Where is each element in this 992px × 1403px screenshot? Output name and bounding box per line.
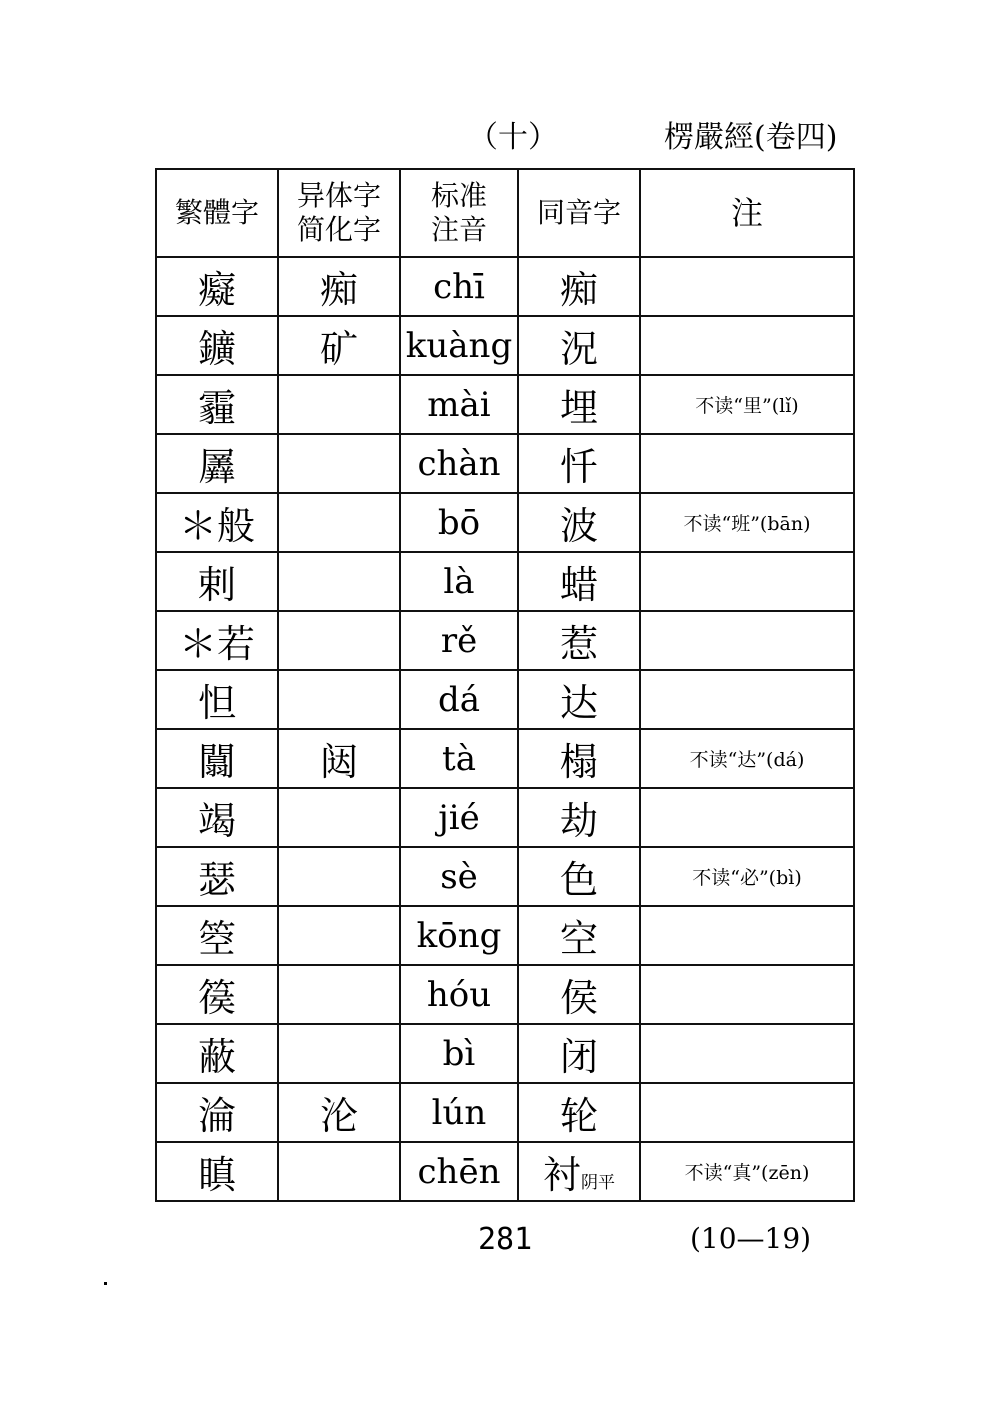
- homophone-char: 侯: [559, 976, 598, 1020]
- table-row: [156, 611, 854, 670]
- homophone-char: 轮: [559, 1094, 598, 1138]
- pinyin-reading: chī: [433, 266, 485, 307]
- pinyin-reading: jié: [438, 797, 480, 838]
- homophone-char: 惹: [559, 622, 598, 666]
- header-variant: 异体字 简化字: [278, 169, 400, 257]
- table-header-row: [156, 169, 854, 257]
- pinyin-reading: mài: [427, 384, 491, 425]
- table-row: [156, 434, 854, 493]
- homophone-char: 衬: [542, 1153, 581, 1197]
- traditional-char: ＊般: [178, 504, 255, 548]
- pinyin-reading: bō: [437, 502, 481, 543]
- pinyin-reading: dá: [437, 679, 481, 720]
- variant-char: 闼: [319, 740, 358, 784]
- table-row: [156, 493, 854, 552]
- table-row: [156, 965, 854, 1024]
- homophone-char: 忏: [559, 445, 598, 489]
- pinyin-reading: chàn: [417, 443, 501, 484]
- traditional-char: 羼: [197, 445, 236, 489]
- table-row: [156, 316, 854, 375]
- header-pinyin: 标准 注音: [400, 169, 518, 257]
- table-row: [156, 1083, 854, 1142]
- pinyin-reading: tà: [442, 738, 476, 779]
- speck: [104, 1282, 107, 1285]
- variant-char: 矿: [319, 327, 358, 371]
- homophone-char: 劫: [559, 799, 598, 843]
- pinyin-reading: là: [443, 561, 475, 602]
- pronunciation-note: 不读“必”(bì): [692, 867, 802, 889]
- header-note: 注: [640, 169, 854, 257]
- traditional-char: 剌: [197, 563, 236, 607]
- table-row: [156, 906, 854, 965]
- page-number: 281: [478, 1222, 533, 1257]
- table-body: [156, 257, 854, 1201]
- pronunciation-note: 不读“里”(lǐ): [695, 395, 799, 417]
- traditional-char: 淪: [197, 1094, 236, 1138]
- homophone-char: 波: [559, 504, 598, 548]
- sutra-title: 楞嚴經(卷四): [664, 120, 838, 155]
- table-row: [156, 1142, 854, 1201]
- homophone-char: 空: [559, 917, 598, 961]
- table-row: [156, 257, 854, 316]
- traditional-char: 怛: [197, 681, 236, 725]
- variant-char: 痴: [319, 268, 358, 312]
- table-row: [156, 729, 854, 788]
- traditional-char: 竭: [197, 799, 236, 843]
- variant-char: 沦: [319, 1094, 358, 1138]
- homophone-char: 色: [559, 858, 598, 902]
- traditional-char: 瞋: [197, 1153, 236, 1197]
- pinyin-reading: lún: [431, 1092, 487, 1133]
- traditional-char: 瑟: [197, 858, 236, 902]
- traditional-char: 癡: [197, 268, 236, 312]
- pronunciation-note: 不读“班”(bān): [683, 513, 811, 535]
- section-number: （十）: [468, 120, 558, 155]
- pinyin-reading: kōng: [416, 915, 502, 956]
- header-homophone: 同音字: [518, 169, 640, 257]
- pinyin-reading: bì: [442, 1033, 476, 1074]
- header-traditional: 繁體字: [156, 169, 278, 257]
- table-row: [156, 552, 854, 611]
- pronunciation-note: 不读“真”(zēn): [684, 1162, 810, 1184]
- pinyin-reading: kuàng: [405, 325, 513, 366]
- homophone-char: 埋: [559, 386, 598, 430]
- table-row: [156, 670, 854, 729]
- pronunciation-note: 不读“达”(dá): [689, 749, 805, 771]
- traditional-char: 箜: [197, 917, 236, 961]
- tone-subnote: 阴平: [581, 1173, 615, 1193]
- table-row: [156, 788, 854, 847]
- traditional-char: 闒: [197, 740, 236, 784]
- homophone-char: 痴: [559, 268, 598, 312]
- homophone-char: 榻: [559, 740, 598, 784]
- pinyin-reading: sè: [440, 856, 478, 897]
- homophone-char: 蜡: [559, 563, 598, 607]
- pinyin-reading: hóu: [426, 974, 492, 1015]
- homophone-char: 闭: [559, 1035, 598, 1079]
- entry-range: (10—19): [690, 1222, 812, 1255]
- traditional-char: 霾: [197, 386, 236, 430]
- traditional-char: 蔽: [197, 1035, 236, 1079]
- table-row: [156, 375, 854, 434]
- pinyin-reading: chēn: [417, 1151, 501, 1192]
- table-row: [156, 847, 854, 906]
- homophone-char: 況: [559, 327, 598, 371]
- pronunciation-table: [155, 168, 855, 1202]
- table-row: [156, 1024, 854, 1083]
- traditional-char: 鑛: [197, 327, 236, 371]
- traditional-char: 篌: [197, 976, 236, 1020]
- traditional-char: ＊若: [178, 622, 255, 666]
- homophone-char: 达: [559, 681, 598, 725]
- pinyin-reading: rě: [440, 620, 478, 661]
